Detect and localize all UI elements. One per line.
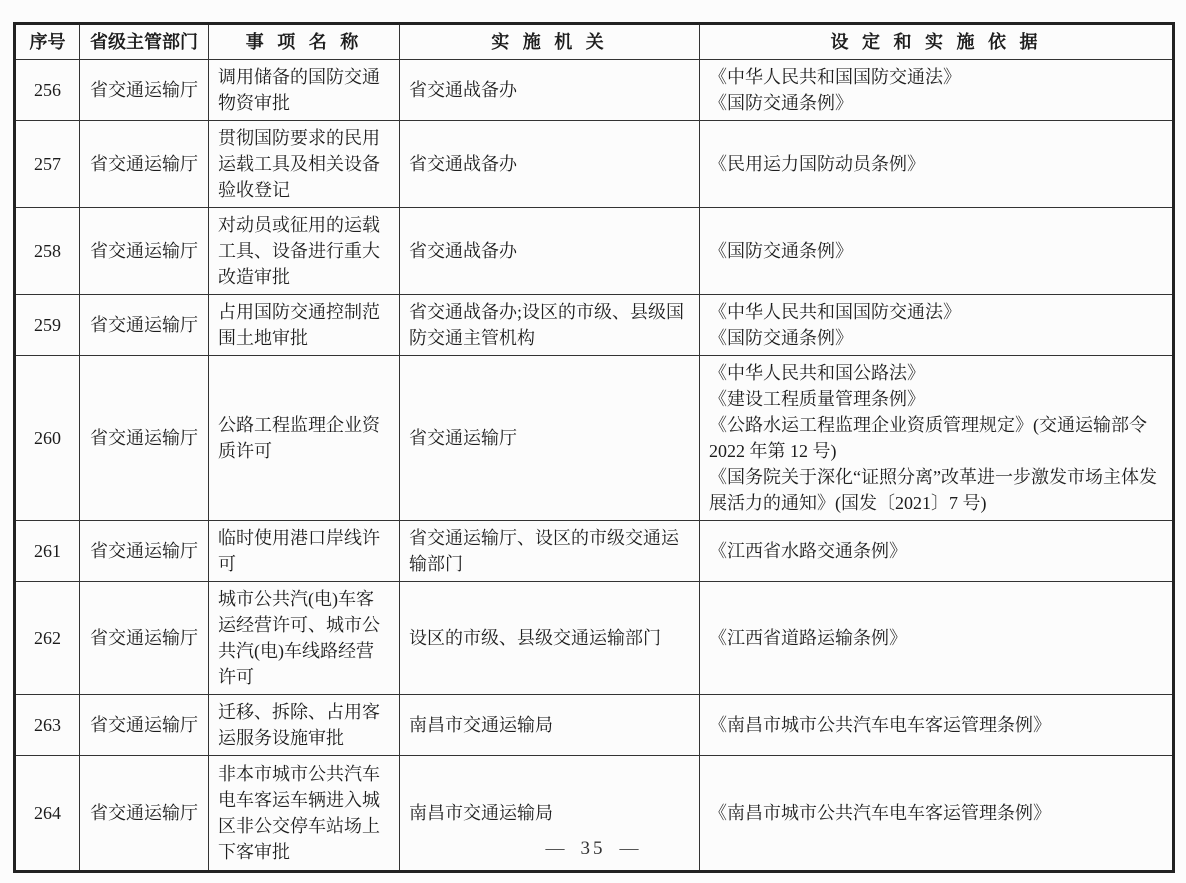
footer-dash-right: — bbox=[619, 838, 641, 859]
legal-basis-line: 《江西省水路交通条例》 bbox=[709, 541, 907, 561]
cell-provincial-department: 省交通运输厅 bbox=[80, 208, 209, 295]
cell-item-name: 非本市城市公共汽车电车客运车辆进入城区非公交停车站场上下客审批 bbox=[209, 756, 400, 872]
cell-serial-number: 264 bbox=[15, 756, 80, 872]
cell-implementing-agency: 设区的市级、县级交通运输部门 bbox=[400, 582, 700, 695]
cell-legal-basis bbox=[700, 295, 1174, 356]
header-provincial-department: 省级主管部门 bbox=[80, 24, 209, 60]
header-legal-basis: 设定和实施依据 bbox=[700, 24, 1174, 60]
table-header-row bbox=[15, 24, 1174, 60]
cell-item-name: 公路工程监理企业资质许可 bbox=[209, 356, 400, 521]
cell-legal-basis bbox=[700, 582, 1174, 695]
legal-basis-line: 《公路水运工程监理企业资质管理规定》(交通运输部令 2022 年第 12 号) bbox=[709, 415, 1147, 461]
cell-provincial-department: 省交通运输厅 bbox=[80, 695, 209, 756]
legal-basis-line: 《中华人民共和国公路法》 bbox=[709, 363, 925, 383]
cell-item-name: 迁移、拆除、占用客运服务设施审批 bbox=[209, 695, 400, 756]
cell-implementing-agency: 南昌市交通运输局 bbox=[400, 695, 700, 756]
legal-basis-line: 《国防交通条例》 bbox=[709, 93, 853, 113]
cell-provincial-department: 省交通运输厅 bbox=[80, 295, 209, 356]
cell-item-name: 临时使用港口岸线许可 bbox=[209, 521, 400, 582]
cell-implementing-agency: 省交通战备办 bbox=[400, 60, 700, 121]
cell-legal-basis bbox=[700, 121, 1174, 208]
legal-basis-line: 《江西省道路运输条例》 bbox=[709, 628, 907, 648]
cell-serial-number: 256 bbox=[15, 60, 80, 121]
cell-provincial-department: 省交通运输厅 bbox=[80, 60, 209, 121]
legal-basis-line: 《建设工程质量管理条例》 bbox=[709, 389, 925, 409]
legal-basis-line: 《中华人民共和国国防交通法》 bbox=[709, 302, 961, 322]
cell-legal-basis bbox=[700, 521, 1174, 582]
header-implementing-agency: 实施机关 bbox=[400, 24, 700, 60]
header-serial-number: 序号 bbox=[15, 24, 80, 60]
cell-serial-number: 258 bbox=[15, 208, 80, 295]
table-row bbox=[15, 521, 1174, 582]
table-row bbox=[15, 60, 1174, 121]
legal-basis-line: 《民用运力国防动员条例》 bbox=[709, 154, 925, 174]
legal-basis-line: 《南昌市城市公共汽车电车客运管理条例》 bbox=[709, 803, 1051, 823]
cell-item-name: 调用储备的国防交通物资审批 bbox=[209, 60, 400, 121]
cell-legal-basis bbox=[700, 208, 1174, 295]
cell-serial-number: 259 bbox=[15, 295, 80, 356]
cell-legal-basis bbox=[700, 695, 1174, 756]
cell-serial-number: 261 bbox=[15, 521, 80, 582]
cell-implementing-agency: 南昌市交通运输局 bbox=[400, 756, 700, 872]
table-row bbox=[15, 582, 1174, 695]
cell-implementing-agency: 省交通战备办 bbox=[400, 208, 700, 295]
cell-implementing-agency: 省交通运输厅 bbox=[400, 356, 700, 521]
cell-legal-basis bbox=[700, 356, 1174, 521]
cell-legal-basis bbox=[700, 60, 1174, 121]
cell-item-name: 贯彻国防要求的民用运载工具及相关设备验收登记 bbox=[209, 121, 400, 208]
cell-provincial-department: 省交通运输厅 bbox=[80, 356, 209, 521]
legal-basis-line: 《国防交通条例》 bbox=[709, 328, 853, 348]
cell-implementing-agency: 省交通运输厅、设区的市级交通运输部门 bbox=[400, 521, 700, 582]
cell-provincial-department: 省交通运输厅 bbox=[80, 582, 209, 695]
table-row bbox=[15, 695, 1174, 756]
cell-serial-number: 262 bbox=[15, 582, 80, 695]
footer-dash-left: — bbox=[545, 838, 567, 859]
cell-provincial-department: 省交通运输厅 bbox=[80, 121, 209, 208]
cell-item-name: 占用国防交通控制范围土地审批 bbox=[209, 295, 400, 356]
legal-basis-line: 《国务院关于深化“证照分离”改革进一步激发市场主体发展活力的通知》(国发〔2021〕7 号) bbox=[709, 467, 1157, 513]
cell-serial-number: 260 bbox=[15, 356, 80, 521]
approval-items-table bbox=[13, 22, 1175, 873]
cell-item-name: 城市公共汽(电)车客运经营许可、城市公共汽(电)车线路经营许可 bbox=[209, 582, 400, 695]
page-number: 35 bbox=[580, 838, 606, 859]
table-body bbox=[15, 60, 1174, 872]
cell-implementing-agency: 省交通战备办;设区的市级、县级国防交通主管机构 bbox=[400, 295, 700, 356]
table-row bbox=[15, 208, 1174, 295]
page-footer bbox=[0, 838, 1186, 860]
header-item-name: 事项名称 bbox=[209, 24, 400, 60]
table-header bbox=[15, 24, 1174, 60]
cell-serial-number: 263 bbox=[15, 695, 80, 756]
legal-basis-line: 《南昌市城市公共汽车电车客运管理条例》 bbox=[709, 715, 1051, 735]
cell-implementing-agency: 省交通战备办 bbox=[400, 121, 700, 208]
legal-basis-line: 《国防交通条例》 bbox=[709, 241, 853, 261]
table-row bbox=[15, 356, 1174, 521]
cell-serial-number: 257 bbox=[15, 121, 80, 208]
cell-item-name: 对动员或征用的运载工具、设备进行重大改造审批 bbox=[209, 208, 400, 295]
table-row bbox=[15, 121, 1174, 208]
legal-basis-line: 《中华人民共和国国防交通法》 bbox=[709, 67, 961, 87]
cell-provincial-department: 省交通运输厅 bbox=[80, 521, 209, 582]
cell-provincial-department: 省交通运输厅 bbox=[80, 756, 209, 872]
table-row bbox=[15, 295, 1174, 356]
